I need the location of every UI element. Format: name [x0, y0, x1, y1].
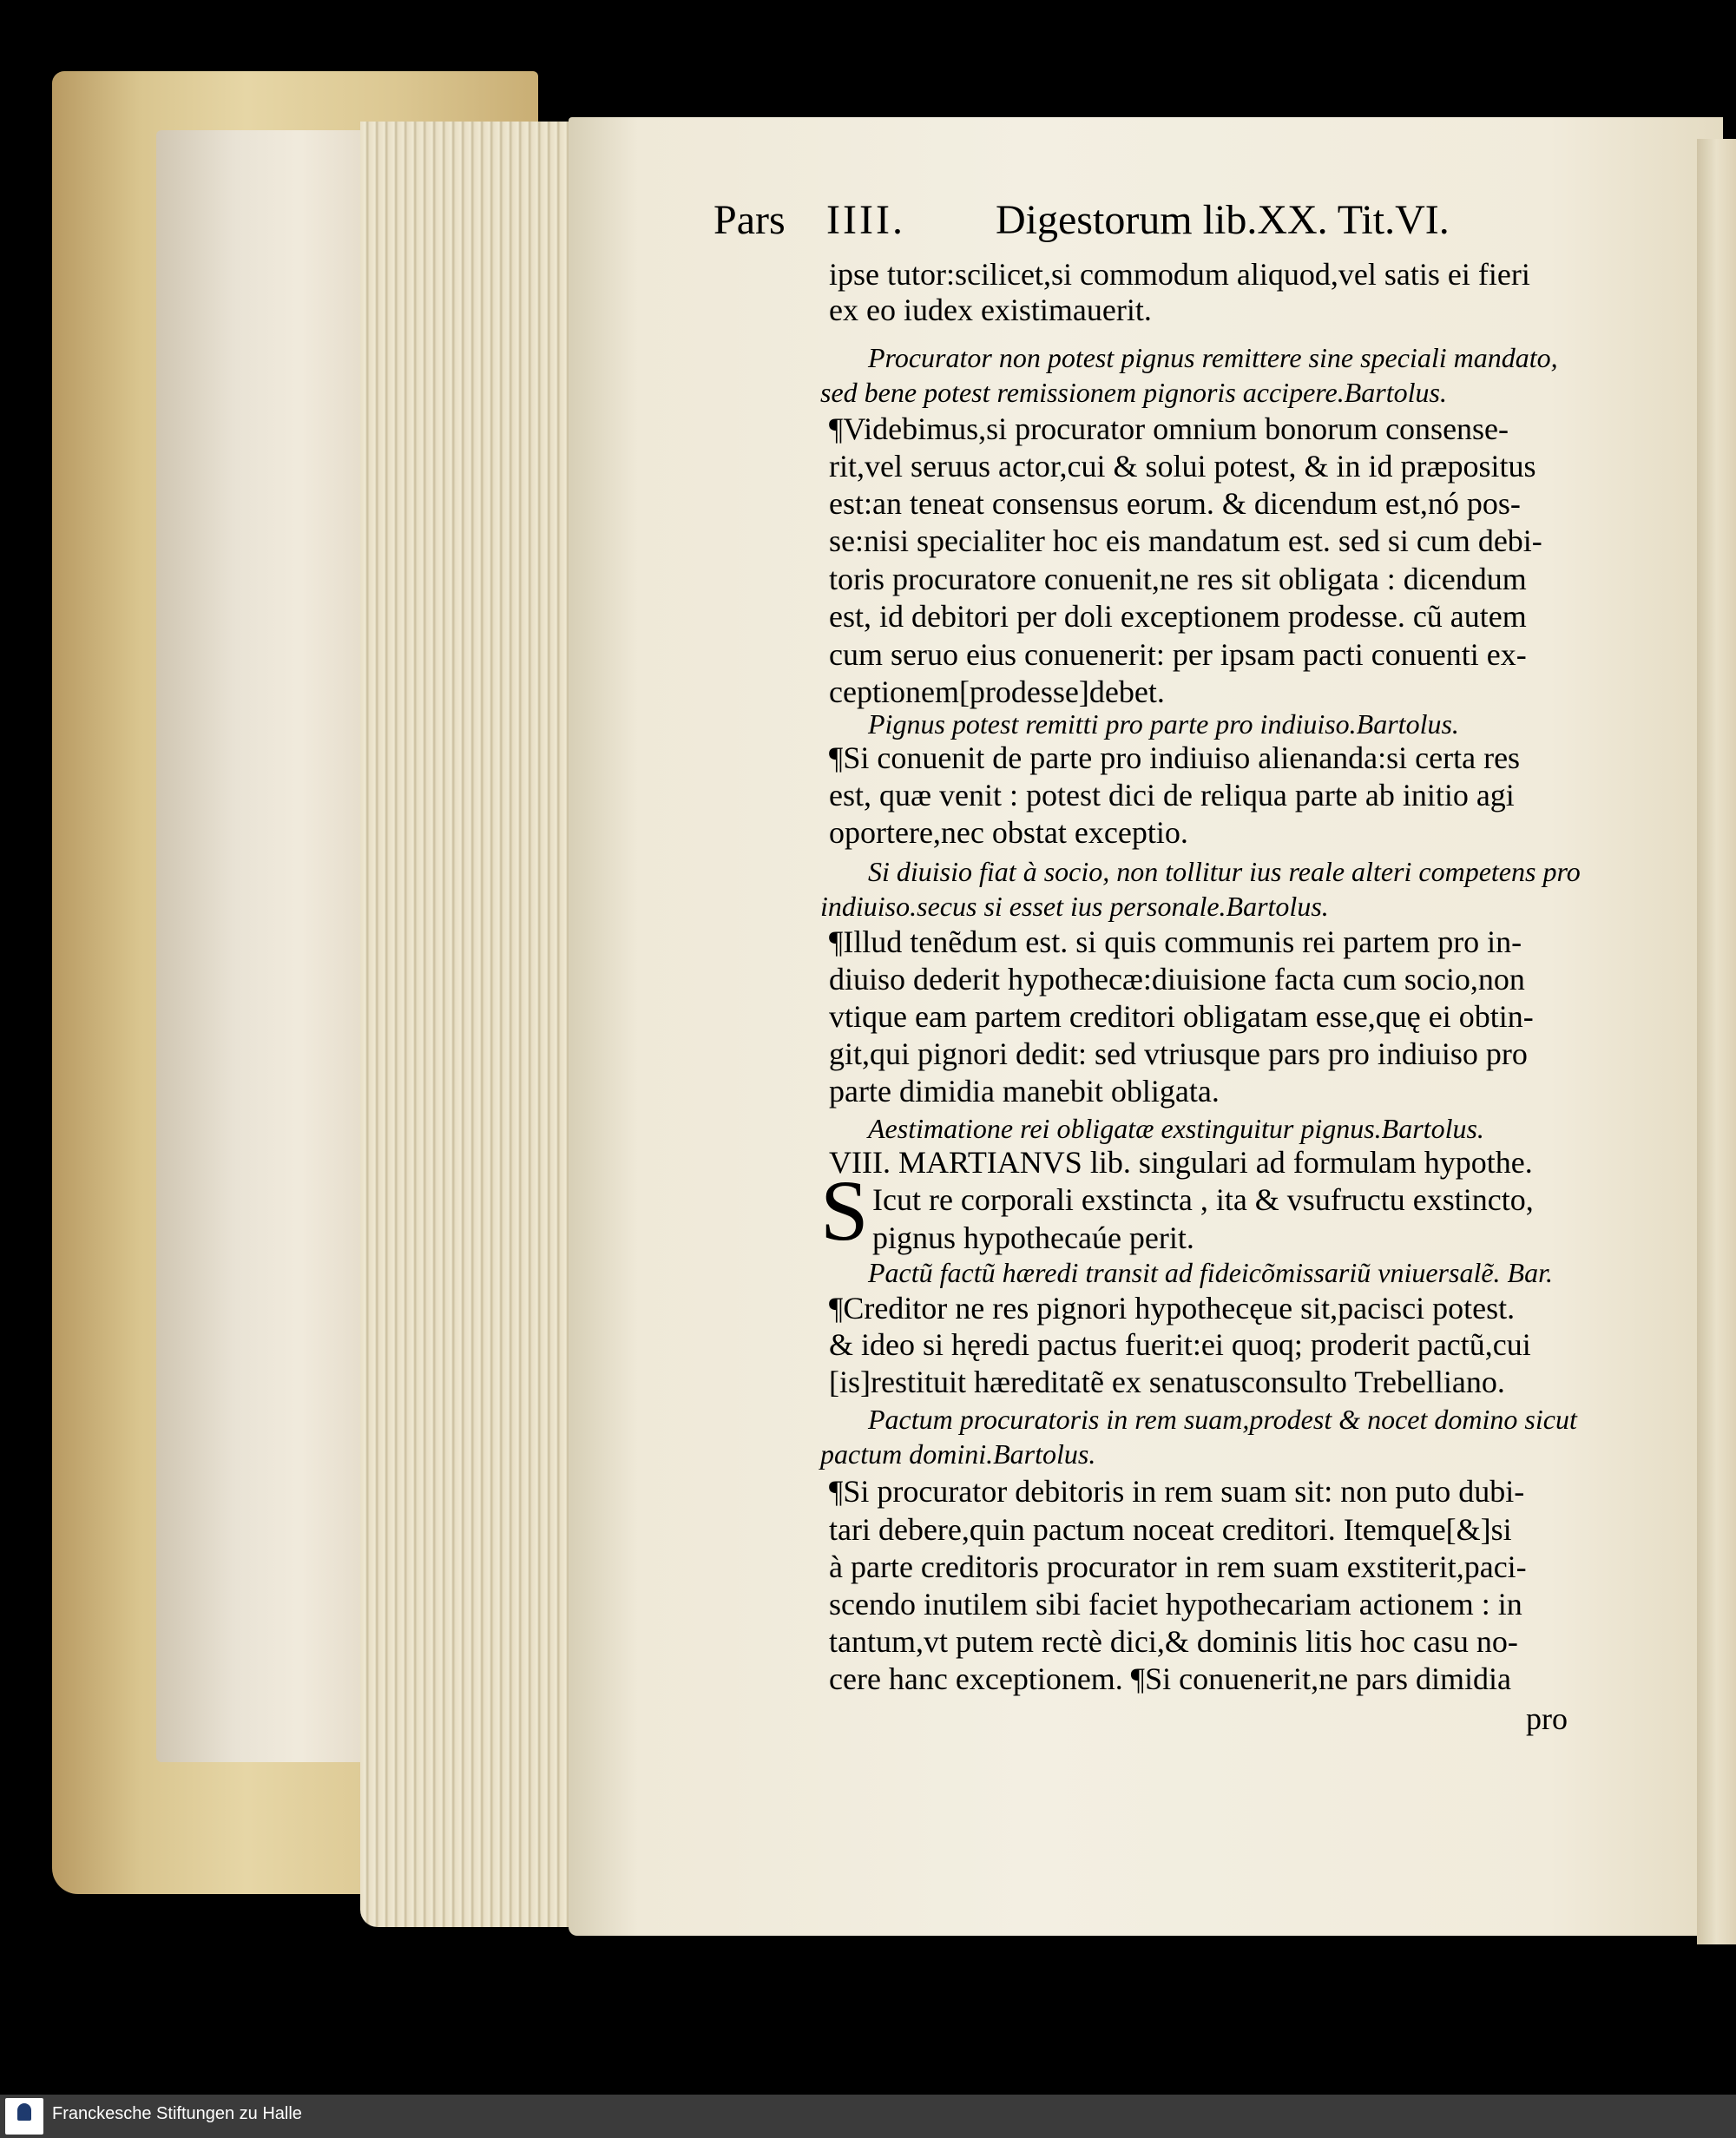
- text-line: git,qui pignori dedit: sed vtriusque pars pro indiuiso pro: [829, 1036, 1528, 1071]
- text-line: parte dimidia manebit obligata.: [829, 1074, 1220, 1108]
- gloss-summary-line: Si diuisio fiat à socio, non tollitur ius reale alteri competens pro: [868, 856, 1581, 887]
- text-line: est:an teneat consensus eorum. & dicendum est,nó pos-: [829, 486, 1521, 521]
- text-line: ipse tutor:scilicet,si commodum aliquod,vel satis ei fieri: [829, 257, 1530, 292]
- gloss-summary-line: pactum domini.Bartolus.: [820, 1438, 1096, 1470]
- text-line: vtique eam partem creditori obligatam esse,quę ei obtin-: [829, 999, 1534, 1034]
- institution-name: Franckesche Stiftungen zu Halle: [52, 2104, 302, 2123]
- gloss-summary-line: Pactum procuratoris in rem suam,prodest & nocet domino sicut: [868, 1404, 1577, 1435]
- text-line: tari debere,quin pactum noceat creditori. Itemque[&]si: [829, 1512, 1512, 1547]
- text-line: Icut re corporali exstincta , ita & vsufructu exstincto,: [872, 1182, 1534, 1217]
- text-line: ¶Si conuenit de parte pro indiuiso alienanda:si certa res: [829, 740, 1521, 775]
- institution-logo-icon: [5, 2098, 43, 2135]
- gloss-summary-line: Aestimatione rei obligatæ exstinguitur pignus.Bartolus.: [868, 1113, 1484, 1144]
- text-line: ex eo iudex existimauerit.: [829, 293, 1152, 327]
- text-line: ceptionem[prodesse]debet.: [829, 674, 1165, 709]
- gloss-summary-line: indiuiso.secus si esset ius personale.Bartolus.: [820, 891, 1329, 922]
- facing-page-edge: [1697, 139, 1736, 1944]
- text-line: & ideo si hęredi pactus fuerit:ei quoq; proderit pactũ,cui: [829, 1327, 1531, 1362]
- text-line: scendo inutilem sibi faciet hypothecariam actionem : in: [829, 1587, 1522, 1622]
- text-line: [is]restituit hæreditatẽ ex senatusconsulto Trebelliano.: [829, 1365, 1505, 1399]
- gloss-summary-line: Pactũ factũ hæredi transit ad fideicõmissariũ vniuersalẽ. Bar.: [868, 1257, 1553, 1288]
- running-head-pars: Pars: [713, 197, 786, 243]
- text-line: oportere,nec obstat exceptio.: [829, 815, 1188, 850]
- text-line: diuiso dederit hypothecæ:diuisione facta cum socio,non: [829, 962, 1525, 997]
- text-line: se:nisi specialiter hoc eis mandatum est. sed si cum debi-: [829, 523, 1542, 558]
- text-line: est, quæ venit : potest dici de reliqua parte ab initio agi: [829, 778, 1515, 812]
- gloss-summary-line: Pignus potest remitti pro parte pro indiuiso.Bartolus.: [868, 708, 1459, 740]
- running-head: [713, 196, 1590, 248]
- page-edges: [360, 122, 586, 1927]
- text-line: est, id debitori per doli exceptionem prodesse. cũ autem: [829, 599, 1527, 634]
- text-line: ¶Si procurator debitoris in rem suam sit: non puto dubi-: [829, 1474, 1525, 1509]
- gloss-summary-line: sed bene potest remissionem pignoris accipere.Bartolus.: [820, 377, 1447, 408]
- catchword: pro: [1526, 1701, 1568, 1736]
- text-line: pignus hypothecaúe perit.: [872, 1220, 1194, 1255]
- text-line: VIII. MARTIANVS lib. singulari ad formulam hypothe.: [829, 1145, 1533, 1180]
- decorated-initial-letter: S: [820, 1162, 869, 1259]
- text-line: ¶Illud tenẽdum est. si quis communis rei partem pro in-: [829, 924, 1522, 959]
- text-line: ¶Creditor ne res pignori hypothecęue sit,pacisci potest.: [829, 1291, 1516, 1326]
- text-line: rit,vel seruus actor,cui & solui potest, & in id præpositus: [829, 449, 1536, 484]
- gloss-summary-line: Procurator non potest pignus remittere sine speciali mandato,: [868, 342, 1558, 373]
- running-head-title: Digestorum lib.XX. Tit.VI.: [996, 197, 1450, 243]
- text-line: tantum,vt putem rectè dici,& dominis litis hoc casu no-: [829, 1624, 1518, 1659]
- running-head-numeral: IIII.: [826, 197, 905, 243]
- text-line: cere hanc exceptionem. ¶Si conuenerit,ne pars dimidia: [829, 1661, 1512, 1696]
- text-line: à parte creditoris procurator in rem suam exstiterit,paci-: [829, 1549, 1527, 1584]
- text-line: cum seruo eius conuenerit: per ipsam pacti conuenti ex-: [829, 637, 1527, 672]
- text-line: toris procuratore conuenit,ne res sit obligata : dicendum: [829, 562, 1527, 596]
- text-line: ¶Videbimus,si procurator omnium bonorum consense-: [829, 411, 1509, 446]
